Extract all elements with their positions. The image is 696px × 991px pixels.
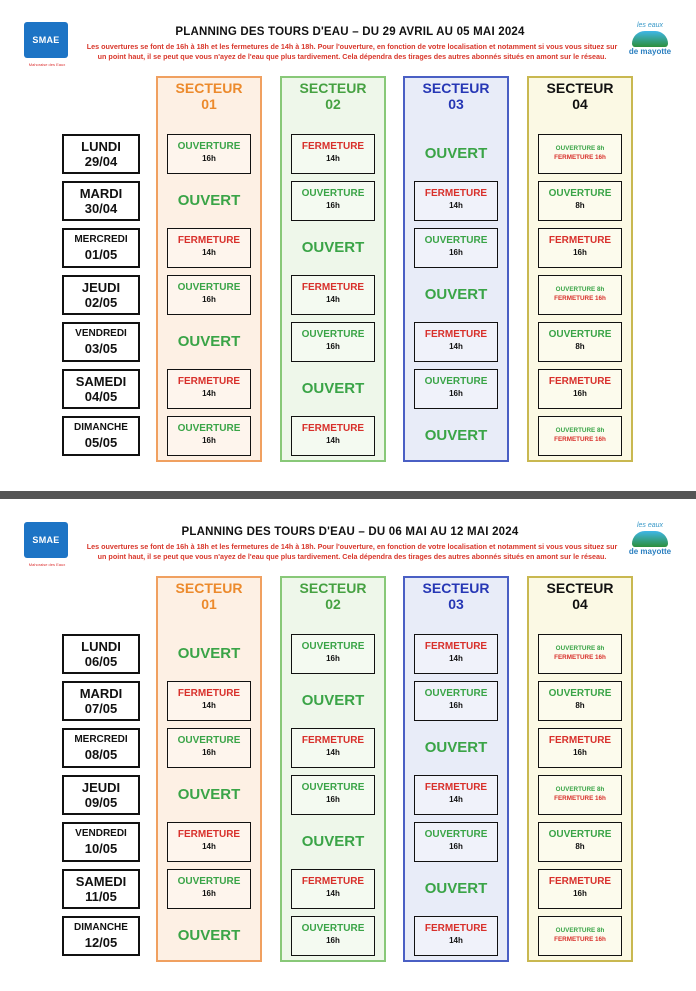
status-opening [167, 134, 251, 174]
status-closing [414, 916, 498, 956]
sector-number: 03 [448, 596, 464, 612]
status-open: OUVERT [301, 833, 365, 850]
status-time: 16h [573, 748, 587, 757]
sector-label: SECTEUR [175, 580, 243, 596]
status-mixed [538, 275, 622, 315]
day-date: 03/05 [84, 341, 118, 356]
status-label: OUVERTURE [424, 376, 488, 387]
status-time: 14h [449, 342, 463, 351]
schedule-page [0, 0, 696, 486]
status-time: 16h [202, 748, 216, 757]
partner-line2: de mayotte [628, 547, 672, 556]
day-name: SAMEDI [75, 374, 127, 389]
day-name: SAMEDI [75, 874, 127, 889]
status-label: FERMETURE [548, 376, 612, 387]
status-closing [167, 822, 251, 862]
page-title: PLANNING DES TOURS D'EAU – DU 29 AVRIL AU 05 MAI 2024 [175, 26, 525, 38]
sector-number: 03 [448, 96, 464, 112]
status-open: OUVERT [177, 786, 241, 803]
status-open: OUVERT [424, 145, 488, 162]
status-time: 8h [575, 842, 585, 851]
status-label: FERMETURE [424, 329, 488, 340]
sector-header [158, 580, 260, 612]
day-name: LUNDI [81, 139, 121, 154]
status-opening [167, 275, 251, 315]
status-label: OUVERTURE [424, 688, 488, 699]
status-closing [291, 134, 375, 174]
status-label: OUVERTURE [424, 235, 488, 246]
status-opening [414, 228, 498, 268]
status-closing [414, 322, 498, 362]
status-closing-time: FERMETURE 16h [554, 654, 606, 661]
status-label: FERMETURE [424, 923, 488, 934]
wave-icon [632, 31, 668, 47]
status-time: 16h [202, 889, 216, 898]
status-label: FERMETURE [301, 876, 365, 887]
sector-label: SECTEUR [546, 580, 614, 596]
day-label [62, 228, 140, 268]
status-time: 16h [449, 248, 463, 257]
status-opening-time: OUVERTURE 8h [555, 286, 605, 293]
status-label: FERMETURE [548, 735, 612, 746]
status-closing [538, 228, 622, 268]
status-closing [538, 869, 622, 909]
status-opening [291, 322, 375, 362]
day-label [62, 322, 140, 362]
status-open: OUVERT [177, 927, 241, 944]
day-date: 08/05 [84, 747, 118, 762]
partner-line2: de mayotte [628, 47, 672, 56]
status-time: 14h [202, 701, 216, 710]
sector-header [158, 80, 260, 112]
eaux-de-mayotte-logo [624, 22, 676, 70]
status-label: OUVERTURE [548, 188, 612, 199]
day-date: 12/05 [84, 935, 118, 950]
status-closing [167, 369, 251, 409]
status-opening [538, 181, 622, 221]
status-label: FERMETURE [424, 188, 488, 199]
day-name: LUNDI [81, 639, 121, 654]
status-time: 16h [573, 248, 587, 257]
status-label: FERMETURE [548, 235, 612, 246]
status-mixed [538, 416, 622, 456]
partner-line1: les eaux [636, 522, 664, 529]
status-time: 16h [202, 154, 216, 163]
status-time: 14h [326, 154, 340, 163]
status-closing [291, 416, 375, 456]
status-mixed [538, 916, 622, 956]
status-opening [167, 869, 251, 909]
status-label: FERMETURE [177, 688, 241, 699]
info-note: Les ouvertures se font de 16h à 18h et les fermetures de 14h à 18h. Pour l'ouverture, en fonction de votre localisation et notamment si vous vous situez sur un point haut, il se peut que vous n'ayez de l'eau que plus tardivement. Cela dépendra des tirages des autres abonnés situés en amont sur le réseau. [86, 542, 618, 561]
day-date: 06/05 [84, 654, 118, 669]
day-label [62, 134, 140, 174]
smae-logo: SMAE [24, 522, 68, 558]
status-time: 16h [449, 389, 463, 398]
sector-number: 01 [201, 596, 217, 612]
day-label [62, 681, 140, 721]
status-time: 8h [575, 201, 585, 210]
day-name: MARDI [79, 686, 123, 701]
status-mixed [538, 634, 622, 674]
day-date: 09/05 [84, 795, 118, 810]
sector-header [282, 80, 384, 112]
status-time: 14h [449, 654, 463, 663]
status-time: 16h [326, 795, 340, 804]
day-name: DIMANCHE [74, 422, 128, 433]
status-time: 16h [326, 342, 340, 351]
sector-number: 02 [325, 96, 341, 112]
day-date: 07/05 [84, 701, 118, 716]
status-open: OUVERT [301, 239, 365, 256]
day-label [62, 181, 140, 221]
status-open: OUVERT [177, 192, 241, 209]
sector-header [529, 580, 631, 612]
status-closing [291, 275, 375, 315]
status-closing [167, 681, 251, 721]
smae-logo: SMAE [24, 22, 68, 58]
day-label [62, 416, 140, 456]
status-opening [167, 728, 251, 768]
status-label: FERMETURE [301, 141, 365, 152]
status-opening-time: OUVERTURE 8h [555, 427, 605, 434]
status-opening [167, 416, 251, 456]
status-open: OUVERT [424, 880, 488, 897]
status-opening [291, 181, 375, 221]
day-name: VENDREDI [75, 328, 127, 339]
status-label: FERMETURE [177, 376, 241, 387]
wave-icon [632, 531, 668, 547]
status-time: 16h [573, 389, 587, 398]
status-label: FERMETURE [177, 235, 241, 246]
status-time: 16h [326, 201, 340, 210]
status-label: FERMETURE [548, 876, 612, 887]
day-date: 11/05 [85, 889, 117, 904]
sector-label: SECTEUR [175, 80, 243, 96]
status-open: OUVERT [424, 286, 488, 303]
status-opening [538, 322, 622, 362]
status-time: 14h [326, 295, 340, 304]
status-time: 14h [449, 936, 463, 945]
schedule-page [0, 500, 696, 986]
status-closing [291, 869, 375, 909]
status-opening [291, 775, 375, 815]
day-label [62, 369, 140, 409]
status-closing [538, 728, 622, 768]
status-opening [291, 634, 375, 674]
status-time: 14h [202, 842, 216, 851]
day-date: 05/05 [84, 435, 118, 450]
status-label: OUVERTURE [177, 876, 241, 887]
info-note: Les ouvertures se font de 16h à 18h et les fermetures de 14h à 18h. Pour l'ouverture, en fonction de votre localisation et notamment si vous vous situez sur un point haut, il se peut que vous n'ayez de l'eau que plus tardivement. Cela dépendra des tirages des autres abonnés situés en amont sur le réseau. [86, 42, 618, 61]
status-closing-time: FERMETURE 16h [554, 154, 606, 161]
sector-label: SECTEUR [299, 80, 367, 96]
day-label [62, 728, 140, 768]
status-opening [538, 681, 622, 721]
day-date: 29/04 [84, 154, 118, 169]
day-date: 30/04 [84, 201, 118, 216]
status-open: OUVERT [177, 333, 241, 350]
status-opening-time: OUVERTURE 8h [555, 145, 605, 152]
status-label: OUVERTURE [177, 282, 241, 293]
status-open: OUVERT [177, 645, 241, 662]
day-date: 10/05 [84, 841, 118, 856]
status-label: FERMETURE [301, 282, 365, 293]
page-separator [0, 491, 696, 499]
status-time: 14h [202, 248, 216, 257]
status-time: 14h [326, 436, 340, 445]
status-label: OUVERTURE [301, 923, 365, 934]
status-open: OUVERT [301, 692, 365, 709]
day-date: 04/05 [84, 389, 118, 404]
status-closing [414, 775, 498, 815]
day-name: MARDI [79, 186, 123, 201]
status-time: 16h [449, 842, 463, 851]
status-label: OUVERTURE [548, 329, 612, 340]
status-label: OUVERTURE [424, 829, 488, 840]
status-time: 14h [326, 748, 340, 757]
day-date: 01/05 [84, 247, 118, 262]
status-time: 14h [326, 889, 340, 898]
status-label: OUVERTURE [301, 329, 365, 340]
day-name: MERCREDI [74, 234, 128, 245]
status-closing-time: FERMETURE 16h [554, 295, 606, 302]
status-label: OUVERTURE [177, 735, 241, 746]
sector-label: SECTEUR [299, 580, 367, 596]
status-closing-time: FERMETURE 16h [554, 436, 606, 443]
status-label: FERMETURE [424, 782, 488, 793]
sector-label: SECTEUR [422, 580, 490, 596]
status-opening-time: OUVERTURE 8h [555, 927, 605, 934]
day-label [62, 869, 140, 909]
status-opening [291, 916, 375, 956]
smae-logo-subtitle: Mahoraise des Eaux [28, 62, 66, 67]
sector-header [405, 580, 507, 612]
sector-number: 02 [325, 596, 341, 612]
sector-label: SECTEUR [422, 80, 490, 96]
status-time: 16h [202, 436, 216, 445]
status-time: 14h [449, 795, 463, 804]
sector-label: SECTEUR [546, 80, 614, 96]
sector-header [529, 80, 631, 112]
day-name: DIMANCHE [74, 922, 128, 933]
day-date: 02/05 [84, 295, 118, 310]
sector-header [282, 580, 384, 612]
day-name: JEUDI [81, 780, 121, 795]
status-time: 14h [449, 201, 463, 210]
status-label: OUVERTURE [177, 141, 241, 152]
status-label: FERMETURE [424, 641, 488, 652]
status-opening-time: OUVERTURE 8h [555, 645, 605, 652]
status-closing-time: FERMETURE 16h [554, 795, 606, 802]
status-label: OUVERTURE [301, 188, 365, 199]
status-label: FERMETURE [301, 735, 365, 746]
status-label: FERMETURE [177, 829, 241, 840]
status-label: OUVERTURE [548, 688, 612, 699]
status-closing-time: FERMETURE 16h [554, 936, 606, 943]
status-time: 16h [326, 654, 340, 663]
status-label: OUVERTURE [301, 782, 365, 793]
status-opening [414, 681, 498, 721]
status-mixed [538, 775, 622, 815]
status-opening-time: OUVERTURE 8h [555, 786, 605, 793]
day-name: JEUDI [81, 280, 121, 295]
day-label [62, 916, 140, 956]
status-time: 8h [575, 701, 585, 710]
status-open: OUVERT [424, 739, 488, 756]
status-time: 16h [573, 889, 587, 898]
status-closing [291, 728, 375, 768]
status-open: OUVERT [424, 427, 488, 444]
day-label [62, 775, 140, 815]
day-label [62, 634, 140, 674]
status-closing [538, 369, 622, 409]
status-label: OUVERTURE [548, 829, 612, 840]
status-mixed [538, 134, 622, 174]
status-closing [414, 634, 498, 674]
status-time: 16h [449, 701, 463, 710]
page-title: PLANNING DES TOURS D'EAU – DU 06 MAI AU 12 MAI 2024 [181, 526, 519, 538]
eaux-de-mayotte-logo [624, 522, 676, 570]
status-closing [167, 228, 251, 268]
sector-header [405, 80, 507, 112]
status-time: 16h [326, 936, 340, 945]
sector-number: 04 [572, 596, 588, 612]
day-label [62, 275, 140, 315]
status-time: 14h [202, 389, 216, 398]
day-name: VENDREDI [75, 828, 127, 839]
sector-number: 04 [572, 96, 588, 112]
sector-number: 01 [201, 96, 217, 112]
day-name: MERCREDI [74, 734, 128, 745]
status-label: FERMETURE [301, 423, 365, 434]
status-closing [414, 181, 498, 221]
status-opening [414, 822, 498, 862]
status-time: 8h [575, 342, 585, 351]
status-opening [414, 369, 498, 409]
status-label: OUVERTURE [177, 423, 241, 434]
status-label: OUVERTURE [301, 641, 365, 652]
partner-line1: les eaux [636, 22, 664, 29]
status-open: OUVERT [301, 380, 365, 397]
day-label [62, 822, 140, 862]
status-opening [538, 822, 622, 862]
status-time: 16h [202, 295, 216, 304]
smae-logo-subtitle: Mahoraise des Eaux [28, 562, 66, 567]
